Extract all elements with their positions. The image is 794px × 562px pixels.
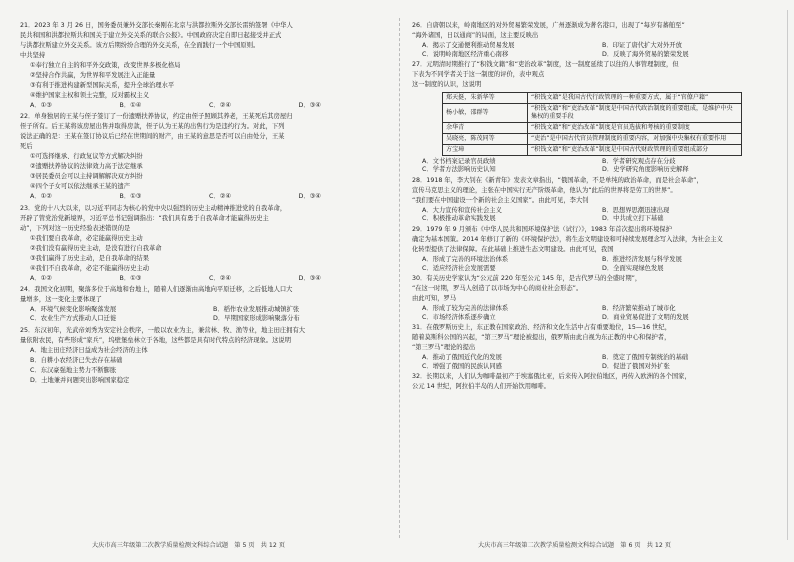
- q31-stem-line: “第三罗马”理论的提出: [412, 344, 476, 352]
- q27-table: [442, 92, 742, 156]
- q21-option-d: D．③④: [298, 101, 321, 109]
- q21-option-b: B．①④: [119, 101, 142, 109]
- q28-stem-line: 宣传马克思主义的理论，主张在中国实行无产阶级革命，他认为“此后的世界将是劳工的世界”。: [412, 186, 677, 194]
- q23-option-c: C．②④: [209, 274, 231, 282]
- q28-option-a: A．大力宣传和宣传社会主义: [422, 206, 502, 214]
- q31-stem-line: 随着莫斯科公国的兴起，“第三罗马”理论被提出，俄罗斯由此自视为东正教的中心和保护者，: [412, 334, 671, 342]
- q21-options: [20, 102, 388, 111]
- page-footer-left: 大庆市高三年级第二次教学质量检测文科综合试题 第 5 页 共 12 页: [92, 542, 285, 549]
- q22-stem-line: 说法正确的是：王某在签订协议后已经在世期间的财产，由王某的意思是否可以自由处分，王某: [20, 133, 285, 141]
- table-cell-view: “积钱文籍”和“吏治改革”制度是中国古代财政管理的重要组成部分: [528, 144, 742, 155]
- q21-stem-line: 与洪都拉斯建立外交关系。该方后期纷纷合理的外交关系，在全面践行一个中国原则。: [20, 41, 260, 49]
- q27-option-c: C．学者方法影响历史认知: [422, 166, 496, 174]
- q28-option-c: C．积极推动革命实践发展: [422, 215, 496, 223]
- q22-option-a: A．①②: [30, 193, 52, 201]
- q27-option-b: B．学者研究观点存在分歧: [602, 157, 676, 165]
- table-row: [443, 133, 742, 144]
- q23-item: ④我们不自我革命，必定不能赢得历史主动: [30, 264, 149, 272]
- q22-option-b: B．①③: [119, 193, 142, 201]
- question-24: [20, 286, 388, 323]
- page-divider: [399, 18, 400, 538]
- q26-options: [412, 42, 774, 59]
- table-row: [443, 122, 742, 133]
- q22-item: ④四个子女可以依法继承王某的遗产: [30, 183, 131, 191]
- q21-item: ①奉行独立自主的和平外交政策，改变世界多极化格局: [30, 61, 181, 69]
- q21-option-c: C．②④: [209, 101, 231, 109]
- q27-stem-line: 这一制度的认识，这说明: [412, 81, 482, 89]
- q23-stem-line: 动”，下列对这一历史经验表述错误的是: [20, 224, 131, 232]
- q31-option-d: D．促进了俄国对外扩张: [602, 362, 670, 370]
- q29-options: [412, 256, 774, 273]
- table-cell-author: 杨小敏，邵群等: [443, 103, 528, 122]
- q25-option-b: B．自耕小农经济已失去存在基础: [30, 356, 123, 364]
- q31-option-a: A．推动了俄国近代化的发展: [422, 354, 502, 362]
- question-27: [412, 61, 774, 175]
- question-21: [20, 22, 388, 110]
- q28-stem-line: 28．1918 年，李大钊在《新青年》发表文章指出，“俄国革命，不是单纯的政治革命，而是社会革命”，: [412, 176, 703, 184]
- q23-item: ①我们要自我革命，必定能赢得历史主动: [30, 234, 143, 242]
- question-30: [412, 275, 774, 322]
- q21-stem-line: 21．2023 年 3 月 26 日，国务委员兼外交部长秦刚在北京与洪都拉斯外交部长雷纳签署《中华人: [20, 22, 293, 29]
- table-cell-view: “吏治”是中国古代官员管理制度的重要内容，对加强中央集权有重要作用: [528, 133, 742, 144]
- q29-stem-line: 29．1979 年 9 月颁布《中华人民共和国环境保护法（试行）》，1983 年首次提出将环境保护: [412, 226, 672, 234]
- q27-option-a: A．文书档案记录官员政绩: [422, 157, 496, 165]
- q30-stem-line: “在这一时期，罗马人创造了以市场为中心的商业社会形态”。: [412, 285, 583, 293]
- q24-option-c: C．农业生产方式推动人口迁徙: [30, 314, 117, 322]
- table-row: [443, 92, 742, 103]
- right-page: [412, 22, 774, 393]
- q24-stem-line: 量增多，这一变化主要体现了: [20, 296, 102, 304]
- q27-stem-line: 27．元明清时期推行了“积钱文籍”和“吏治改革”制度，这一制度延续了以往的人事管理制度，但: [412, 61, 679, 69]
- q24-options: [20, 306, 388, 323]
- q23-option-b: B．①③: [119, 274, 142, 282]
- q22-item: ③居民委员会可以主持调解解决双方纠纷: [30, 173, 143, 181]
- table-cell-view: “积钱文籍”是我国古代行政管理的一种重要方式，属于“官僚户籍”: [528, 92, 742, 103]
- q21-item: ④维护国家主权和领土完整，反对霸权主义: [30, 91, 149, 99]
- q23-item: ③我们赢得了历史主动，是自我革命的结果: [30, 254, 149, 262]
- table-cell-author: 余华青: [443, 122, 528, 133]
- q25-stem-line: 25．东汉初年，光武帝刘秀为安定社会秩序，一般以农业为主，兼营林、牧、渔等业，地主田庄拥有大: [20, 326, 306, 334]
- q26-option-d: D．反映了海外贸易的繁荣发展: [602, 50, 689, 58]
- question-25: [20, 327, 388, 386]
- q32-stem-line: 32．长期以来，人们认为咖啡最初产于埃塞俄比亚，后来传入阿拉伯地区，再传入欧洲的各个国家，: [412, 373, 691, 381]
- q25-option-c: C．东汉豪强地主势力不断膨胀: [30, 366, 117, 374]
- q23-stem-line: 23．党的十八大以来，以习近平同志为核心的党中央以强烈的历史主动精神推进党的自我革命，: [20, 204, 287, 212]
- q27-stem-line: 下表为不同学者关于这一制度的评价，表中观点: [412, 71, 545, 79]
- q26-option-a: A．揭示了交通便利推动贸易发展: [422, 41, 515, 49]
- q22-stem-line: 侄子所有。后王某将该房屋出售并取得房款，侄子认为王某的出售行为是违约行为。对此，下列: [20, 123, 285, 131]
- q30-option-b: B．经济繁荣推动了城市化: [602, 305, 676, 313]
- q30-stem-line: 30．有关历史学家认为“公元前 220 年至公元 145 年，是古代罗马的全盛时期”，: [412, 275, 642, 283]
- table-cell-view: “积钱文籍”和“吏治改革”制度是官员选拔和考核的重要制度: [528, 122, 742, 133]
- q26-stem-line: “海外诸国，日以通商”的局面，这主要反映出: [412, 31, 539, 39]
- q21-stem-line: 中共坚持: [20, 51, 46, 59]
- q24-stem-line: 24．我国文化初期，聚落多位于高地和台地上，随着人们逐渐由高地向平原迁移，之后低地人口大: [20, 286, 293, 294]
- q30-stem-line: 由此可知，罗马: [412, 295, 457, 303]
- q22-stem-line: 22．单身独居的王某与侄子签订了一份遗赠扶养协议，约定由侄子照顾其养老，王某死后其房屋归: [20, 113, 293, 121]
- q30-option-d: D．商业贸易促进了文明的发展: [602, 313, 689, 321]
- q21-option-a: A．①③: [30, 101, 52, 109]
- question-28: [412, 177, 774, 224]
- q29-stem-line: 确定为基本国策。2014 年修订了新的《环境保护法》，将生态文明建设和可持续发展理念写入法律，为社会主义: [412, 236, 723, 244]
- q26-stem-line: 26．自唐朝以来，岭南地区的对外贸易繁荣发展，广州逐渐成为著名港口，出现了“每岁有蕃舶至”: [412, 22, 685, 29]
- q28-options: [412, 207, 774, 224]
- table-row: [443, 103, 742, 122]
- q30-option-c: C．市场经济体系逐步确立: [422, 313, 496, 321]
- question-23: [20, 205, 388, 283]
- question-22: [20, 113, 388, 201]
- question-26: [412, 22, 774, 59]
- q22-option-d: D．③④: [298, 193, 321, 201]
- q29-stem-line: 化转型提供了法律保障。在此基础上推进生态文明建设。由此可见，我国: [412, 246, 614, 254]
- q22-option-c: C．②④: [209, 193, 231, 201]
- q22-item: ①可选择继承、行政复议等方式解决纠纷: [30, 153, 143, 161]
- q31-option-c: C．增强了俄国的民族认同感: [422, 362, 502, 370]
- q23-options: [20, 275, 388, 284]
- q29-option-c: C．适应经济社会发展需要: [422, 264, 496, 272]
- q23-stem-line: 开辟了管党治党新境界，习近平总书记强调指出：“我们具有勇于自我革命才能赢得历史主: [20, 214, 269, 222]
- q31-stem-line: 31．在俄罗斯历史上，东正教在国家政治、经济和文化生活中占有重要地位，15—16 世纪，: [412, 324, 672, 332]
- q25-stem-line: 量依附农民，有些形成“家兵”，坞壁堡垒林立于各地，这些都是具有时代特点的经济现象。这说明: [20, 336, 291, 344]
- q24-option-a: A．环境气候变化影响聚落发展: [30, 306, 117, 314]
- table-cell-author: 吴晓亮，陈茂同等: [443, 133, 528, 144]
- q26-option-c: C．说明岭南地区经济重心南移: [422, 50, 509, 58]
- q26-option-b: B．印证了唐代扩大对外开放: [602, 41, 682, 49]
- q32-stem-line: 公元 14 世纪，阿拉伯半岛的人们开始饮用咖啡。: [412, 383, 550, 391]
- q27-options: [412, 158, 774, 175]
- table-cell-author: 郑天挺，朱新华等: [443, 92, 528, 103]
- q25-option-a: A．地主田庄经济日益成为社会经济的主体: [30, 346, 148, 354]
- table-cell-author: 方宝璋: [443, 144, 528, 155]
- table-cell-view: “积钱文籍”和“吏治改革”制度是中国古代政治制度的重要组成，是维护中央集权的重要手段: [528, 103, 742, 122]
- question-32: [412, 373, 774, 392]
- q27-option-d: D．史学研究角度影响历史解释: [602, 166, 689, 174]
- question-31: [412, 324, 774, 371]
- q29-option-d: D．全面实现绿色发展: [602, 264, 664, 272]
- q24-option-b: B．稻作农业发展推动城镇扩张: [213, 306, 300, 314]
- q23-option-a: A．①②: [30, 274, 52, 282]
- binding-edge: [783, 10, 788, 540]
- q30-options: [412, 305, 774, 322]
- q23-option-d: D．③④: [298, 274, 321, 282]
- q28-option-d: D．中共成立打下基础: [602, 215, 664, 223]
- q22-stem-line: 死后: [20, 143, 33, 151]
- q22-options: [20, 193, 388, 202]
- q21-stem-line: 民共和国和洪都拉斯共和国关于建立外交关系的联合公报》。中国政府决定自即日起接受并正式: [20, 31, 282, 39]
- q29-option-a: A．形成了完善的环境法治体系: [422, 256, 509, 263]
- table-row: [443, 144, 742, 155]
- page-footer-right: 大庆市高三年级第二次教学质量检测文科综合试题 第 6 页 共 12 页: [478, 542, 671, 549]
- q25-option-d: D．土地兼并问题突出影响国家稳定: [30, 376, 130, 384]
- q28-option-b: B．思想界思潮迅速出现: [602, 206, 670, 214]
- q22-item: ②遗赠扶养协议的法律效力高于法定继承: [30, 163, 143, 171]
- left-page: [20, 22, 388, 386]
- q31-options: [412, 354, 774, 371]
- q29-option-b: B．推进经济发展与科学发展: [602, 256, 682, 263]
- q30-option-a: A．形成了较为完善的法律体系: [422, 305, 509, 313]
- q31-option-b: B．奠定了俄国专制统治的基础: [602, 354, 689, 362]
- q21-item: ③有利于推进构建新型国际关系，提升全球治理水平: [30, 81, 175, 89]
- question-29: [412, 226, 774, 273]
- q28-stem-line: “我们要在中国建设一个新的社会主义国家”。由此可见，李大钊: [412, 196, 589, 204]
- q21-item: ②坚持合作共赢，为世界和平发展注入正能量: [30, 71, 156, 79]
- q24-option-d: D．早期国家形成影响聚落分布: [213, 314, 300, 322]
- q23-item: ②我们没有赢得历史主动，是没有进行自我革命: [30, 244, 162, 252]
